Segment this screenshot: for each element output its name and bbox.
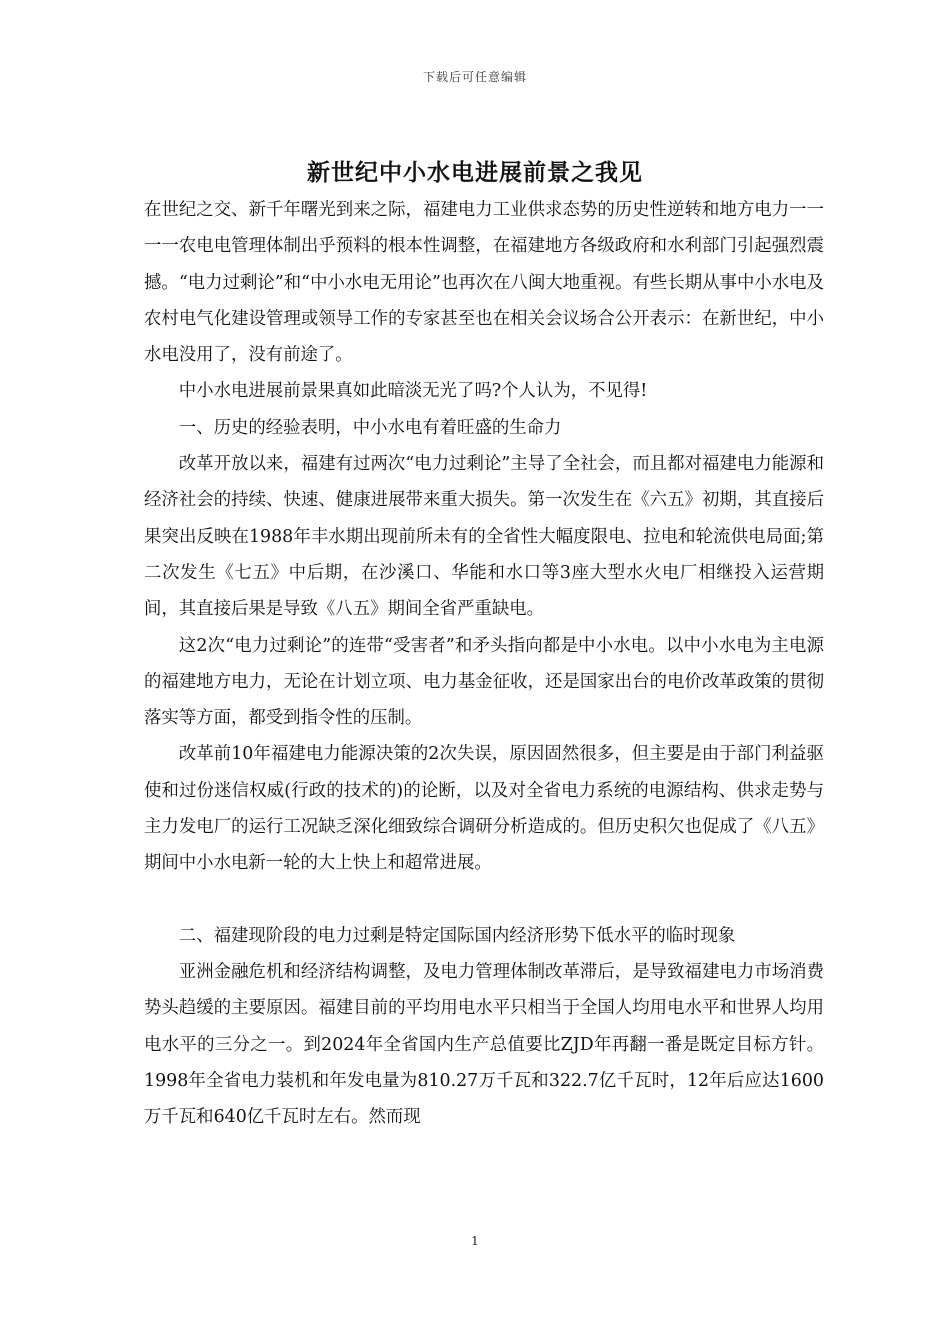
section-heading-2: 二、福建现阶段的电力过剩是特定国际国内经济形势下低水平的临时现象 [178, 925, 736, 946]
paragraph-intro: 在世纪之交、新千年曙光到来之际，福建电力工业供求态势的历史性逆转和地方电力一一一一农电电管理体制出乎预料的根本性调整，在福建地方各级政府和水利部门引起强烈震撼。“电力过剩论”和“中小水电无用论”也再次在八闽大地重视。有些长期从事中小水电及农村电气化建设管理或领导工作的专家甚至也在相关会议场合公开表示：在新世纪，中小水电没用了，没有前途了。 [144, 200, 824, 366]
document-body [144, 192, 824, 1135]
paragraph-causes: 改革前10年福建电力能源决策的2次失误，原因固然很多，但主要是由于部门利益驱使和过份迷信权威(行政的技术的)的论断，以及对全省电力系统的电源结构、供求走势与主力发电厂的运行工况缺乏深化细致综合调研分析造成的。但历史积欠也促成了《八五》期间中小水电新一轮的大上快上和超常进展。 [144, 744, 824, 874]
paragraph-current-situation: 亚洲金融危机和经济结构调整，及电力管理体制改革滞后，是导致福建电力市场消费势头趋缓的主要原因。福建目前的平均用电水平只相当于全国人均用电水平和世界人均用电水平的三分之一。到2024年全省国内生产总值要比ZJD年再翻一番是既定目标方针。1998年全省电力装机和年发电量为810.27万千瓦和322.7亿千瓦时，12年后应达1600万千瓦和640亿千瓦时左右。然而现 [144, 961, 824, 1128]
paragraph-history: 改革开放以来，福建有过两次“电力过剩论”主导了全社会，而且都对福建电力能源和经济社会的持续、快速、健康进展带来重大损失。第一次发生在《六五》初期，其直接后果突出反映在1988年丰水期出现前所未有的全省性大幅度限电、拉电和轮流供电局面;第二次发生《七五》中后期，在沙溪口、华能和水口等3座大型水火电厂相继投入运营期间，其直接后果是导致《八五》期间全省严重缺电。 [144, 454, 824, 620]
page-header-note: 下载后可任意编辑 [422, 70, 527, 84]
page-number: 1 [471, 1234, 479, 1248]
section-heading-1: 一、历史的经验表明，中小水电有着旺盛的生命力 [178, 417, 562, 438]
paragraph-victims: 这2次“电力过剩论”的连带“受害者”和矛头指向都是中小水电。以中小水电为主电源的福建地方电力，无论在计划立项、电力基金征收，还是国家出台的电价改革政策的贯彻落实等方面，都受到指令性的压制。 [144, 635, 824, 729]
paragraph-question: 中小水电进展前景果真如此暗淡无光了吗?个人认为，不见得! [178, 381, 648, 402]
document-title: 新世纪中小水电进展前景之我见 [307, 159, 643, 186]
paragraph-spacer [144, 882, 824, 918]
